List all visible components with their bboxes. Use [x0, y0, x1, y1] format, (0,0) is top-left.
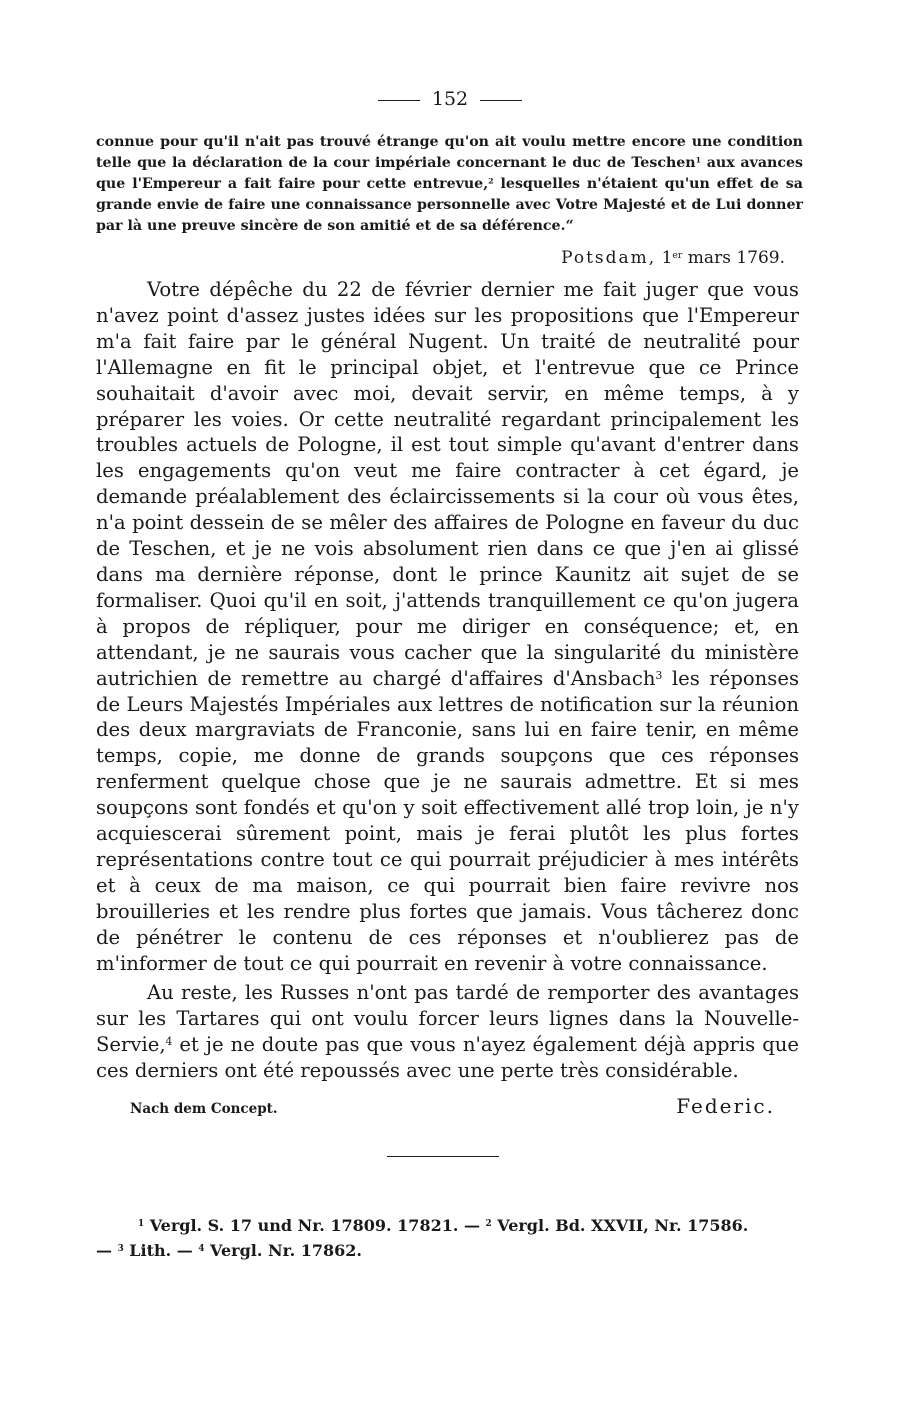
footnote-1-mark: 1 [138, 1219, 145, 1230]
quoted-report [96, 132, 803, 237]
signature: Federic. [676, 1094, 775, 1119]
page-content [96, 132, 803, 1118]
header-rule-left [378, 100, 420, 101]
quote-text-1: connue pour qu'il n'ait pas trouvé étrange qu'on ait voulu mettre encore une condition telle que la déclaration de la cour impériale concernant le duc de Teschen [96, 134, 803, 171]
dateline-day: 1 [661, 248, 673, 268]
dateline-rest: mars 1769. [682, 248, 785, 268]
header-rule-right [480, 100, 522, 101]
footnote-line-2 [96, 1238, 803, 1263]
signoff [96, 1094, 803, 1118]
footnote-3-lead: — [96, 1241, 118, 1260]
page-number: 152 [431, 88, 469, 110]
footnote-2-mark: 2 [485, 1219, 492, 1230]
footnote-ref-3: 3 [655, 668, 663, 682]
footnote-4-text: Vergl. Nr. 17862. [204, 1241, 362, 1260]
footnote-line-1 [96, 1213, 803, 1238]
footnote-2-text: Vergl. Bd. XXVII, Nr. 17586. [491, 1216, 749, 1235]
footnote-separator [387, 1156, 499, 1157]
letter-paragraph-2-text-b: et je ne doute pas que vous n'ayez également déjà appris que ces derniers ont été repoussés avec une perte très considérable. [96, 1033, 799, 1083]
footnote-ref-4: 4 [165, 1035, 173, 1049]
dateline [96, 247, 785, 269]
dateline-place: Potsdam, [561, 248, 657, 268]
footnotes [96, 1213, 803, 1263]
dateline-day-suffix: er [672, 249, 683, 261]
letter-paragraph-1-text-a: Votre dépêche du 22 de février dernier me fait juger que vous n'avez point d'assez justes idées sur les propositions que l'Empereur m'a fait faire par le général Nugent. Un traité de neutralité pour l'Allemagne en fit le principal objet, et l'entrevue que ce Prince souhaitait d'avoir avec moi, devait servir, en même temps, à y préparer les voies. Or cette neutralité regardant principalement les troubles actuels de Pologne, il est tout simple qu'avant d'entrer dans les engagements qu'on veut me faire contracter à cet égard, je demande préalablement des éclaircissements si la cour où vous êtes, n'a point dessein de se mêler des affaires de Pologne en faveur du duc de Teschen, et je ne vois absolument rien dans ce que j'en ai glissé dans ma dernière réponse, dont le prince Kaunitz ait sujet de se formaliser. Quoi qu'il en soit, j'attends tranquillement ce qu'on jugera à propos de répliquer, pour me diriger en conséquence; et, en attendant, je ne saurais vous cacher que la singularité du ministère autrichien de remettre au chargé d'affaires d'Ansbach [96, 278, 799, 690]
letter-paragraph-1 [96, 277, 799, 976]
quote-text-2: aux avances que l'Empereur a fait faire pour cette entrevue, [96, 155, 803, 192]
letter-paragraph-2-text-a: Au reste, les Russes n'ont pas tardé de remporter des avantages sur les Tartares qui ont voulu forcer leurs lignes dans la Nouvelle-Servie, [96, 981, 799, 1057]
quote-text-3: lesquelles n'étaient qu'un effet de sa grande envie de faire une connaissance personnelle avec Votre Majesté et de Lui donner par là une preuve sincère de son amitié et de sa déférence.“ [96, 176, 803, 234]
footnote-3-mark: 3 [117, 1244, 124, 1255]
footnote-4-mark: 4 [198, 1244, 205, 1255]
footnote-ref-1: 1 [695, 155, 702, 165]
footnote-3-text: Lith. — [123, 1241, 199, 1260]
footnote-1-text: Vergl. S. 17 und Nr. 17809. 17821. — [144, 1216, 486, 1235]
page-header [0, 88, 900, 110]
source-note: Nach dem Concept. [130, 1101, 278, 1118]
letter-paragraph-2 [96, 980, 799, 1084]
footnote-ref-2: 2 [488, 176, 494, 186]
letter-paragraph-1-text-b: les réponses de Leurs Majestés Impériales aux lettres de notification sur la réunion des deux margraviats de Franconie, sans lui en faire tenir, en même temps, copie, me donne de grands soupçons que ces réponses renferment quelque chose que je ne saurais admettre. Et si mes soupçons sont fondés et qu'on y soit effectivement allé trop loin, je n'y acquiescerai sûrement point, mais je ferai plutôt les plus fortes représentations contre tout ce qui pourrait préjudicier à mes intérêts et à ceux de ma maison, ce qui pourrait bien faire revivre nos brouilleries et les rendre plus fortes que jamais. Vous tâcherez donc de pénétrer le contenu de ces réponses et n'oublierez pas de m'informer de tout ce qui pourrait en revenir à votre connaissance. [96, 666, 799, 975]
